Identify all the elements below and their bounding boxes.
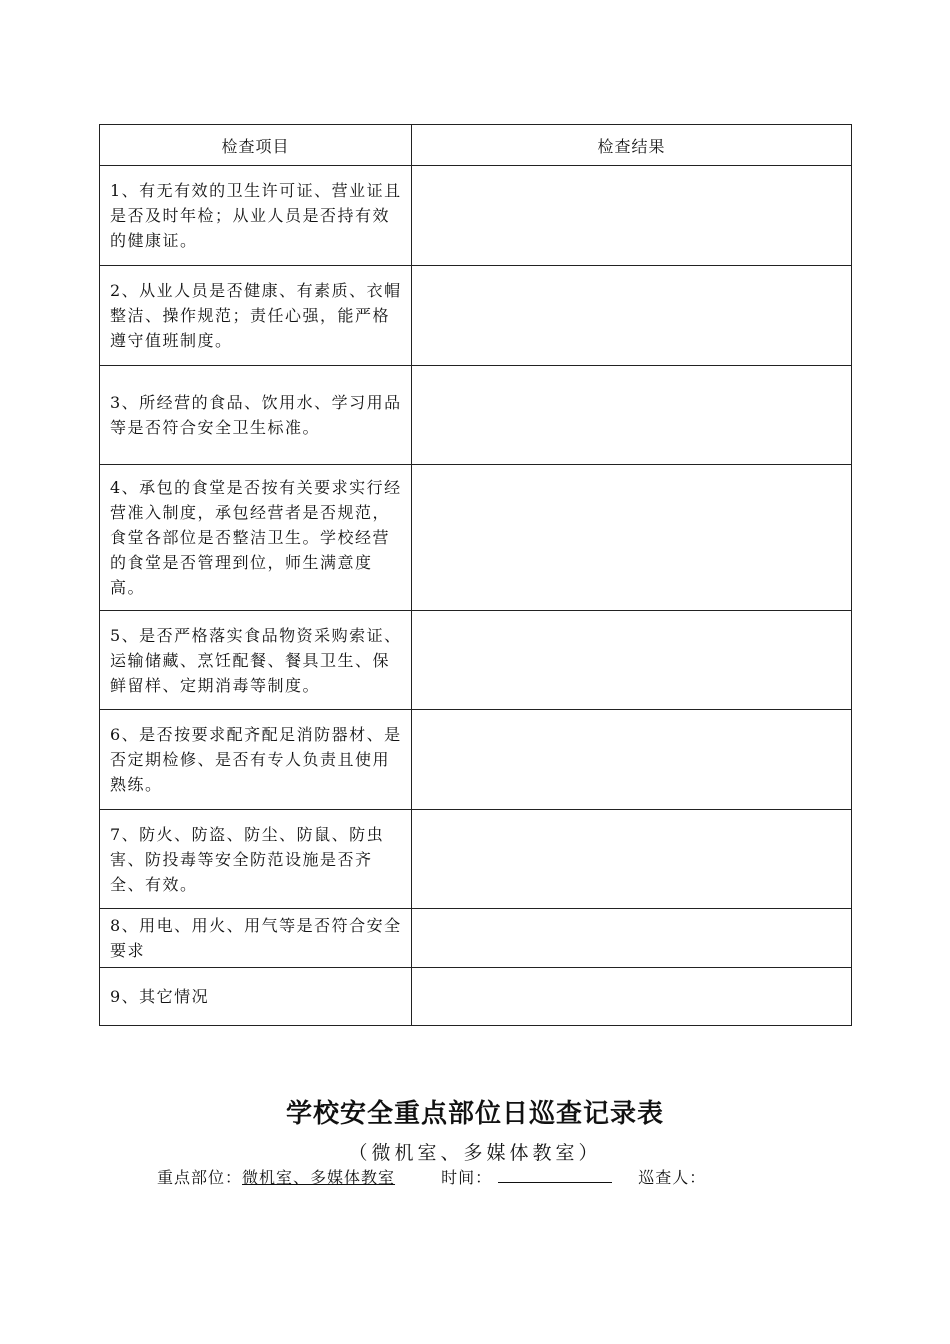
location-value: 微机室、多媒体教室 — [242, 1168, 396, 1187]
row-item-6: 6、是否按要求配齐配足消防器材、是否定期检修、是否有专人负责且使用熟练。 — [100, 710, 412, 810]
table-row — [100, 968, 852, 1026]
table-row — [100, 710, 852, 810]
table-row — [100, 266, 852, 366]
table-row — [100, 166, 852, 266]
time-label: 时间： — [441, 1168, 493, 1187]
row-result-4 — [412, 465, 852, 611]
inspector-label: 巡查人： — [638, 1168, 707, 1187]
table-row — [100, 465, 852, 611]
row-result-3 — [412, 366, 852, 465]
inspection-table — [99, 124, 852, 1026]
row-item-3: 3、所经营的食品、饮用水、学习用品等是否符合安全卫生标准。 — [100, 366, 412, 465]
row-result-6 — [412, 710, 852, 810]
time-blank-field[interactable] — [498, 1168, 612, 1183]
row-item-9: 9、其它情况 — [100, 968, 412, 1026]
row-result-5 — [412, 611, 852, 710]
table-row — [100, 810, 852, 909]
row-result-2 — [412, 266, 852, 366]
table-header-row — [100, 125, 852, 166]
row-item-2: 2、从业人员是否健康、有素质、衣帽整洁、操作规范；责任心强，能严格遵守值班制度。 — [100, 266, 412, 366]
row-result-9 — [412, 968, 852, 1026]
record-subtitle: （微机室、多媒体教室） — [348, 1142, 602, 1164]
row-result-8 — [412, 909, 852, 968]
record-meta-line — [157, 1165, 706, 1188]
header-item: 检查项目 — [100, 125, 412, 166]
table-row — [100, 366, 852, 465]
row-item-7: 7、防火、防盗、防尘、防鼠、防虫害、防投毒等安全防范设施是否齐全、有效。 — [100, 810, 412, 909]
table-row — [100, 611, 852, 710]
header-result: 检查结果 — [412, 125, 852, 166]
row-result-7 — [412, 810, 852, 909]
row-item-1: 1、有无有效的卫生许可证、营业证且是否及时年检；从业人员是否持有效的健康证。 — [100, 166, 412, 266]
location-label: 重点部位： — [157, 1168, 243, 1187]
row-item-5: 5、是否严格落实食品物资采购索证、运输储藏、烹饪配餐、餐具卫生、保鲜留样、定期消毒等制度。 — [100, 611, 412, 710]
table-row — [100, 909, 852, 968]
record-title: 学校安全重点部位日巡查记录表 — [285, 1099, 664, 1129]
row-item-4: 4、承包的食堂是否按有关要求实行经营准入制度，承包经营者是否规范，食堂各部位是否整洁卫生。学校经营的食堂是否管理到位，师生满意度高。 — [100, 465, 412, 611]
row-item-8: 8、用电、用火、用气等是否符合安全要求 — [100, 909, 412, 968]
row-result-1 — [412, 166, 852, 266]
